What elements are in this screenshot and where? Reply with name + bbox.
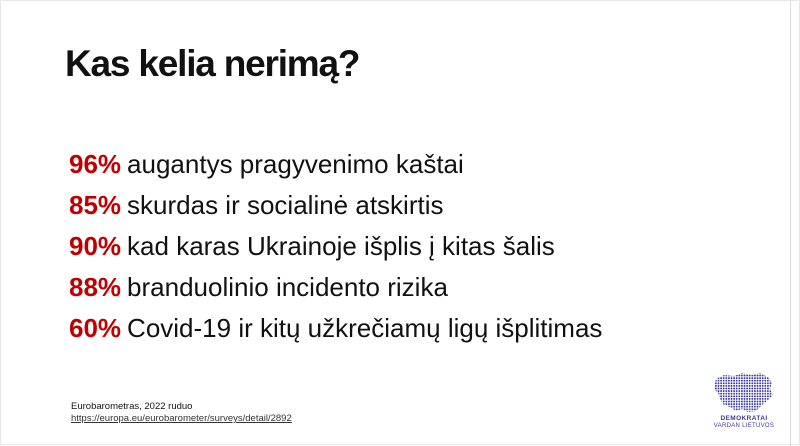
logo-line1: DEMOKRATAI xyxy=(720,415,768,422)
stat-row xyxy=(69,308,602,349)
stat-text: augantys pragyvenimo kaštai xyxy=(127,149,464,179)
stat-percent: 88% xyxy=(69,272,122,302)
source-label: Eurobarometras, 2022 ruduo xyxy=(71,401,193,412)
logo-line2: VARDAN LIETUVOS xyxy=(713,423,775,429)
source-note xyxy=(71,401,292,425)
stat-percent: 60% xyxy=(69,313,122,343)
lithuania-map-icon xyxy=(712,369,776,415)
divider xyxy=(790,1,791,446)
stat-text: branduolinio incidento rizika xyxy=(127,272,448,302)
page-title: Kas kelia nerimą? xyxy=(65,43,360,84)
stat-percent: 85% xyxy=(69,190,122,220)
stat-row xyxy=(69,267,602,308)
stat-text: Covid-19 ir kitų užkrečiamų ligų išplitimas xyxy=(127,313,603,343)
stat-row xyxy=(69,226,602,267)
stat-percent: 96% xyxy=(69,149,122,179)
stats-list xyxy=(69,144,602,349)
party-logo xyxy=(704,369,784,441)
stat-row xyxy=(69,144,602,185)
source-link[interactable]: https://europa.eu/eurobarometer/surveys/detail/2892 xyxy=(71,413,292,424)
stat-row xyxy=(69,185,602,226)
stat-text: skurdas ir socialinė atskirtis xyxy=(127,190,444,220)
stat-text: kad karas Ukrainoje išplis į kitas šalis xyxy=(127,231,555,261)
stat-percent: 90% xyxy=(69,231,122,261)
